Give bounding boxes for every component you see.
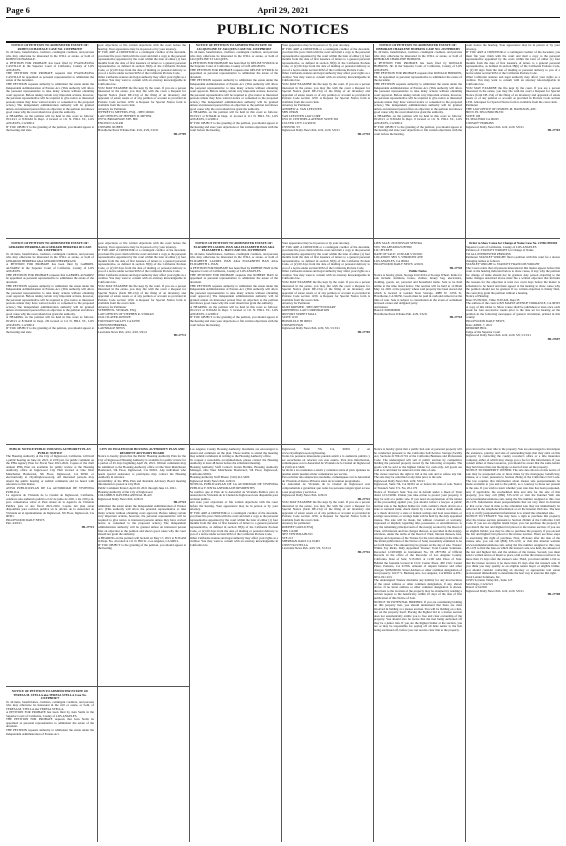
- notice-body: The Housing Authority of the City of Inglewood, California, will hold a public hearing on June 22, 2021, at 2:00 p.m. for public comment on the PHA Agency Plan for Fiscal Year 2021-2022. Copies of the draft Annual PHA Plan are available for public review at the Housing Authority office in Inglewood City Hall located at One West Manchester Boulevard, 5th Floor, Inglewood, CA 90301 or electronically at cityofinglewood.org. All interested persons may attend the public hearing or submit comments and be heard with reference to this matter. AVISO PUBLICO/PLAN DE LA AUTORIDAD DE VIVIENDA PUBLICA La Agencia de Vivienda de la Ciudad de Inglewood, California, celebrara una audiencia publica el 22 de junio de 2021 a las 2:00 p.m. para comentarios sobre el Plan Anual de la Agencia de Vivienda Publica para el ano fiscal 2021-2022. Copias del plan estan disponibles para revision publica en la oficina de la Autoridad de Vivienda en el Ayuntamiento de Inglewood, 5th Floor, Inglewood, CA 90301. INGLEWOOD DAILY NEWS Pub. 4/29/21: [6, 454, 94, 526]
- notice-body: Notice is hereby given that the Public Housing Authority Plan for the City of Inglewood Housing Authority is available for public review for a period of 45 days beginning April 29, 2021. Written comments may be submitted to the Housing Authority office at One West Manchester Boulevard, 5th Floor, Inglewood, CA 90301. Any individual who needs special assistance to participate may contact the Housing Authority in advance. Availability of the PHA Plan and Resident Advisory Board meeting information is posted at City Hall. Public Comment Period: April 29, 2021 through June 12, 2021. Housing Authority of the City of Inglewood COLUMBUS DAY/PHA ANNUAL PLAN Inglewood Daily News Pub. 4/29/21: [98, 454, 186, 501]
- legal-notice: [466, 448, 560, 842]
- notice-ref: HI-27716: [357, 549, 370, 554]
- notice-body: To all heirs, beneficiaries, creditors, contingent creditors, and persons who may otherwise be interested in the WILL or estate, or both of GERARDO HERRERA AKA GERARD HERRERA III. A PETITION FOR PROBATE has been filed by GABRIEL ALVAREZ in the Superior Court of California, County of LOS ANGELES. THE PETITION FOR PROBATE requests that GABRIEL ALVAREZ be appointed as personal representative to administer the estate of the decedent. THE PETITION requests authority to administer the estate under the Independent Administration of Estates Act. (This authority will allow the personal representative to take many actions without obtaining court approval. Before taking certain very important actions, however, the personal representative will be required to give notice to interested persons unless they have waived notice or consented to the proposed action.) The independent administration authority will be granted unless an interested person files an objection to the petition and shows good cause why the court should not grant the authority. A HEARING on the petition will be held in this court as follows: 05/20/21 at 8:30AM in Dept. 2D located at 111 N. HILL ST., LOS ANGELES, CA 90012 IF YOU OBJECT to the granting of the petition, you should appear at the hearing and state: [6, 251, 94, 334]
- legal-notice: [190, 448, 278, 842]
- column-divider: [281, 44, 282, 842]
- legal-notice: [6, 448, 94, 684]
- notice-body: Inglewood, Suite 7th, CA 90301 on or before the date of sale. Notice of Trustee's Sale: T.S. No. 20-1176 Notice of Trustee's Sale: You are in default under a Deed of Trust dated 12/12/2006. Unless you take action to protect your property, it may be sold at a public sale. If you need an explanation of the nature of the proceeding against you, you should contact a lawyer. A public auction sale to the highest bidder for cash, cashier's check drawn on a state or national bank, check drawn by a state or federal credit union, or a check drawn by a state or federal savings and loan association, or savings association, or savings bank will be held by the duly appointed trustee. The sale will be made, but without covenant or warranty, expressed or implied, regarding title, possession, or encumbrances, to pay the remaining principal sum of the note(s) secured by the Deed of Trust, with interest and late charges thereon, as provided in the note(s), advances, under the terms of the Deed of Trust, interest thereon, fees, charges and expenses of the Trustee for the total amount (at the time of the initial publication of the Notice of Sale) reasonably estimated to be set forth below. The amount may be greater on the day of sale. Trustor: Wilma Fay Ricks. Duly Appointed Trustee: Total Lender Solutions. Recorded 12/28/2006 as Instrument No. 06 2877282 of Official Records in the office of the Recorder of Los Angeles County, California. Date of Sale: 5/13/2021 at 11:00 AM. Place of Sale: Behind the fountain located in Civic Center Plaza, 400 Civic Center Plaza, Pomona, CA 91766. Amount of unpaid balance and other charges: $188,000.00. Street Address or other common designation of real property: 10217 S. Budlong Ave, Los Angeles, CA 90044. A.P.N.: 6051-021-013. The undersigned Trustee disclaims any liability for any incorrectness of the street address or other common designation, if any, shown above. If no street address or other common designation is shown, directions to the location of the property may be obtained by sending a written request to the beneficiary within 10 days of the date of first publication of this Notice of Sale. NOTICE TO POTENTIAL BIDDERS: If you are considering bidding on this property lien, you should understand that there are risks involved in bidding at a trustee auction. You will be bidding on a lien, not on the property itself. Placing the highest bid at a trustee auction does not automatically entitle you to free and clear ownership of the property. You should also be aware that the lien being auctioned off may be a junior lien. If you are the highest bidder at the auction, you are or may be responsible for paying off all liens senior to the lien being auctioned off, before you can receive clear title to the property.: [374, 482, 462, 632]
- column-divider: [465, 44, 466, 842]
- header-rule: [6, 17, 560, 18]
- section-title: PUBLIC NOTICES: [216, 22, 350, 38]
- notice-title: NOTICE OF PETITION TO ADMINISTER ESTATE OF: RUBEN OCHAMALE CASE NO. 21STPB02947: [11, 44, 89, 51]
- notice-body: To all heirs, beneficiaries, creditors, contingent creditors, and persons who may otherwise be interested in the WILL or estate, or both of ELIZABETH LAUREL HAN AKA ELIZABETH HAN AKA ELIZABETH L. HAN. A PETITION FOR PROBATE has been filed by ROBERT HAN in the Superior Court of California, County of LOS ANGELES. THE PETITION FOR PROBATE requests that ROBERT HAN be appointed as personal representative to administer the estate of the decedent. THE PETITION requests authority to administer the estate under the Independent Administration of Estates Act. (This authority will allow the personal representative to take many actions without obtaining court approval.) The independent administration authority will be granted unless an interested person files an objection to the petition and shows good cause why the court should not grant the authority. A HEARING on the petition will be held in this court as follows: 05/21/21 at 8:30AM in Dept. 5 located at 111 N. HILL ST., LOS ANGELES, CA 90012 IF YOU OBJECT to the granting of the petition, you should appear at the hearing and state your objections or file written objections with the court before the hearing.: [190, 251, 278, 327]
- notice-title: NOTICE OF PETITION TO ADMINISTER ESTATE OF JACQUELINE ST JACQUES CASE NO. 21STPB03467: [195, 44, 273, 51]
- notice-ref: HI-27718: [449, 315, 462, 320]
- notice-body: LIEN SALE: 2016 NISSAN SENTRA VIN: 3N1AB7AP6GY287990 LIC: 8FLE835 DATE OF SALE: 10:00 AM 5/10/2021 LOCATION: 5801 S. VERMONT AVE LOS ANGELES, CA 90044 INGLEWOOD DAILY NEWS: 4/29/21: [374, 242, 424, 267]
- notice-body: Notice is hereby given, Storage Unit #104 at Storage Wheel. Items for sale include: furniture, boxes, clothes, luxury bag, electronics, clothing, goods, art, personal and household items. Sale to be held online at the time listed below. The auction will be held at 11:00am May 14, 2021 at the property where said property has been stored and which is located at Golden State Storage, 4888 W. 147th St, Hawthorne, CA 90250. Goods must be paid in cash and removed at the time of sale. Sale is subject to cancellation in the event of settlement between owner and obligated party. Auctioneer Bond #: 0000000000 Hawthorne Press Tribune Pub. 4/29, 5/6/21: [374, 272, 462, 316]
- notice-ref: HI-27697: [547, 336, 560, 341]
- page-header: [6, 4, 560, 16]
- notice-title: NOTICE OF PETITION TO ADMINISTER ESTATE OF: DEBORAH CHARLENE HOPKINS CASE NO. 21STPB03495: [376, 44, 460, 51]
- notice-title: Order to Show Cause for Change of Name Case No. 21TRCP00104: [468, 242, 558, 245]
- notice-ref: HI-27703: [547, 128, 560, 133]
- notice-ref: HI-27723: [173, 500, 186, 505]
- notice-title: PUBLIC NOTICE/PUBLIC HOUSING AUTHORITY PLAN PUBLIC NOTICE: [9, 448, 91, 455]
- notice-title: NOTICE OF PETITION TO ADMINISTER ESTATE OF TERESA M. STELLA aka TERESA STELLA Case No. 21STPB03677: [11, 690, 89, 701]
- notice-ref: HI-27709: [173, 131, 186, 136]
- legal-notice: [98, 242, 186, 442]
- notice-ref: HI-27705: [357, 329, 370, 334]
- notice-body: your objections or file written objections with the court before the hearing. Your appearance may be in person or by your attorney. IF YOU ARE A CREDITOR or a contingent creditor of the decedent, you must file your claim with the court and mail a copy to the personal representative appointed by the court within the later of either (1) four months from the date of first issuance of letters to a general personal representative, as defined in section 58(b) of the California Probate Code, or (2) 60 days from the date of mailing or personal delivery to you of a notice under section 9052 of the California Probate Code. Other California statutes and legal authority may affect your rights as a creditor. You may want to consult with an attorney knowledgeable in California law. YOU MAY EXAMINE the file kept by the court. If you are a person interested in the estate, you may file with the court a Request for Special Notice (form DE-154) of the filing of an inventory and appraisal of estate assets or of any petition or account as provided in Probate Code section 1250. A Request for Special Notice form is available from the court clerk. Attorney for Petitioner JEFFREY D. MEYERS, ESQ. - SBN 106021 LAW OFFICES OF JEFFREY D. MEYER 970 W. BROADWAY STE. 800 ENCINO CA 91436 CN954851 RUBEN Hawthorne Press Tribune Pub. 4/22, 4/29, 5/6/21: [98, 44, 186, 133]
- legal-notice: [98, 44, 186, 236]
- legal-notice: [466, 44, 560, 236]
- legal-notice: [374, 44, 462, 236]
- notice-title: NOTICE OF PETITION TO ADMINISTER ESTATE OF: ELIZABETH LAUREL HAN AKA ELIZABETH HAN AKA ELIZABETH L. HAN CASE NO. 21STPB03470: [193, 242, 275, 253]
- notice-body: To all heirs, beneficiaries, creditors, contingent creditors, and persons who may otherwise be interested in the WILL or estate, or both of DEBORAH CHARLENE HOPKINS. A PETITION FOR PROBATE has been filed by RONALD HOPKINS, JR. in the Superior Court of California, County of LOS ANGELES. THE PETITION FOR PROBATE requests that RONALD HOPKINS, JR. be appointed as personal representative to administer the estate of the decedent. THE PETITION requests authority to administer the estate under the Independent Administration of Estates Act. (This authority will allow the personal representative to take many actions without obtaining court approval. Before taking certain very important actions, however, the personal representative will be required to give notice to interested persons unless they have waived notice or consented to the proposed action.) The independent administration authority will be granted unless an interested person files an objection to the petition and shows good cause why the court should not grant the authority. A HEARING on the petition will be held in this court as follows: 05/20/21 at 8:30AM in Dept. 9 located at 111 N. HILL ST., LOS ANGELES, CA 90012 IF YOU OBJECT to the granting of the petition, you should appear at the hearing and state your objections or file written objections with the court before the hearing.: [374, 50, 462, 136]
- legal-notice: [6, 690, 94, 842]
- legal-notice: [374, 448, 462, 842]
- notice-ref: HI-27720: [449, 265, 462, 270]
- page-number: Page 6: [6, 5, 30, 15]
- notice-body: Your appearance may be in person or by your attorney. IF YOU ARE A CREDITOR or a contingent creditor of the decedent, you must file your claim with the court and mail a copy to the personal representative appointed by the court within the later of either (1) four months from the date of first issuance of letters to a general personal representative, as defined in section 58(b) of the California Probate Code, or (2) 60 days from the date of mailing or personal delivery to you of a notice under section 9052 of the California Probate Code. Other California statutes and legal authority may affect your rights as a creditor. You may want to consult with an attorney knowledgeable in California law. YOU MAY EXAMINE the file kept by the court. If you are a person interested in the estate, you may file with the court a Request for Special Notice (form DE-154) of the filing of an inventory and appraisal of estate assets or of any petition or account as provided in Probate Code section 1250. A Request for Special Notice form is available from the court clerk. Attorney for Petitioner KURT KREMER - SBN 298778 NOTARY GREENHILL LAW CORPORATION 900 FORT STREET MALL SUITE 1150 HONOLULU HI 96813 CN954970 HAN Inglewood Daily News Pub. 4/29, 5/6, 5/13/21: [282, 242, 370, 331]
- notice-body: and state your objections or file written objections with the court before the hearing. Your appearance may be in person or by your attorney. IF YOU ARE A CREDITOR or a contingent creditor of the decedent, you must file your claim with the court and mail a copy to the personal representative appointed by the court within the later of either (1) four months from the date of first issuance of letters to a general personal representative, as defined in section 58(b) of the California Probate Code, or (2) 60 days from the date of mailing or personal delivery to you of a notice under section 9052 of the California Probate Code. Other California statutes and legal authority may affect your rights as a creditor. You may want to consult with an attorney knowledgeable in California law.: [190, 500, 278, 547]
- legal-notice: [282, 448, 370, 842]
- legal-notice: [98, 448, 186, 842]
- notice-ref: HI-27710: [357, 131, 370, 136]
- notice-body: you can receive clear title to the property. You are encouraged to investigate the existence, priority, and size of outstanding liens that may exist on this property by contacting the county recorder's office or a title insurance company, either of which may charge you a fee for this information. If you consult either of these resources, you should be aware that the same lender may hold more than one mortgage or deed of trust on the property. NOTICE TO PROPERTY OWNER: The sale date shown on this notice of sale may be postponed one or more times by the mortgagee, beneficiary, trustee, or a court, pursuant to Section 2924g of the California Civil Code. The law requires that information about trustee sale postponements be made available to you and to the public, as a courtesy to those not present at the sale. If you wish to learn whether your sale date has been postponed, and, if applicable, the rescheduled time and date for the sale of this property, you may call (866) 535-1210 or visit the Internet Web site www.totallendersolutions.com, using the file number assigned to this case 20-1176. Information about postponements that are very short in duration or that occur close in time to the scheduled sale may not immediately be reflected in the telephone information or on the Internet Web site. The best way to verify postponement information is to attend the scheduled sale. NOTICE TO TENANT: You may have a right to purchase this property after the trustee auction pursuant to Section 2924m of the California Civil Code. If you are an eligible tenant buyer, you can purchase the property if you match the last and highest bid placed at the trustee auction. If you are an eligible bidder, you may be able to purchase the property if you exceed the last and highest bid placed at the trustee auction. There are three steps to exercising this right of purchase. First, 48 hours after the date of the trustee sale, you can call (866) 535-1210, or visit this internet website www.totallendersolutions.com, using the file number assigned to this case 20-1176 to find the date on which the trustee's sale was held, the amount of the last and highest bid, and the address of the trustee. Second, you must send a written notice of intent to place a bid so that the trustee receives it no more than 15 days after the trustee's sale. Third, you must submit a bid so that the trustee receives it no more than 45 days after the trustee's sale. If you think you may qualify as an eligible tenant buyer or eligible bidder, you should consider contacting an attorney or appropriate real estate professional immediately to determine the best way to exercise this right. Total Lender Solutions, Inc. 10505 Sorrento Valley Rd., Suite 125 San Diego, CA 92121 Dated: 4/14/2021 Inglewood Daily News Pub. 4/22, 4/29, 5/6/21: [466, 448, 560, 593]
- notice-body: To all heirs, beneficiaries, creditors, contingent creditors, and persons who may otherwise be interested in the WILL or estate, or both of RUBEN OCHAMALE. A PETITION FOR PROBATE has been filed by EVANGELINA CASTILLO in the Superior Court of California, County of LOS ANGELES. THE PETITION FOR PROBATE requests that EVANGELINA CASTILLO be appointed as personal representative to administer the estate of the decedent. THE PETITION requests authority to administer the estate under the Independent Administration of Estates Act. (This authority will allow the personal representative to take many actions without obtaining court approval. Before taking certain very important actions, however, the personal representative will be required to give notice to interested persons unless they have waived notice or consented to the proposed action.) The independent administration authority will be granted unless an interested person files an objection to the petition and shows good cause why the court should not grant the authority. A HEARING on the petition will be held in this court as follows: 05/14/21 at 8:30AM in Dept. 4 located at 111 N. HILL ST., LOS ANGELES, CA 90012 IF YOU OBJECT to the granting of the petition, you should appear at the hearing and state: [6, 50, 94, 133]
- legal-notice: [282, 242, 370, 442]
- column-divider: [189, 44, 190, 842]
- banner-rule: [6, 41, 560, 43]
- notice-body: Los Angeles County Housing Authority. Residents are encouraged to attend and comment on the plan. Those unable to attend the meeting may submit comments in writing to the Housing Authority office. To request a reasonable accommodation, please contact the Housing Authority at least 48 hours before the scheduled meeting. Housing Authority Staff Contact: Karen Hollins, Housing Authority Manager, One West Manchester Boulevard, 5th Floor, Inglewood, California 90301. Housing Authority Staff Phone: (310) 412-5400 Inglewood Daily News Pub. 4/29/21 NOTICIA PUBLICA/PLAN DE LA AUTORIDAD DE VIVIENDA PUBLICA Y JUNTA ASESORA DE RESIDENTES Se notifica que el Plan de la Autoridad de Vivienda Publica para la Autoridad de Vivienda de la Ciudad de Inglewood esta disponible para revision publica.: [190, 448, 278, 501]
- legal-notice: [374, 242, 462, 442]
- legal-notice: [282, 44, 370, 236]
- legal-notice: [466, 242, 560, 442]
- column-divider: [97, 44, 98, 842]
- notice-body: court before the hearing. Your appearance may be in person or by your attorney. IF YOU ARE A CREDITOR or a contingent creditor of the decedent, you must file your claim with the court and mail a copy to the personal representative appointed by the court within the later of either (1) four months from the date of first issuance of letters to a general personal representative, as defined in section 58(b) of the California Probate Code, or (2) 60 days from the date of mailing or personal delivery to you of a notice under section 9052 of the California Probate Code. Other California statutes and legal authority may affect your rights as a creditor. You may want to consult with an attorney knowledgeable in California law. YOU MAY EXAMINE the file kept by the court. If you are a person interested in the estate, you may file with the court a Request for Special Notice (form DE-154) of the filing of an inventory and appraisal of estate assets or of any petition or account as provided in Probate Code section 1250. A Request for Special Notice form is available from the court clerk. Petitioner THE LAW OFFICE OF LEMUEL M. BANKSON, APC 800 N. EL SEGUNDO BLVD SUITE 106 EL SEGUNDO CA 90245 CN954977 HOPKINS Inglewood Daily News Pub. 4/22, 4/29, 5/6/21: [466, 44, 560, 129]
- legal-notice: [6, 242, 94, 442]
- legal-notice: [190, 44, 278, 236]
- notice-body: Superior Court of California, County of LOS ANGELES Petition of: STANLEY WRIGHT for Change of Name TO ALL INTERESTED PERSONS: Petitioner STANLEY WRIGHT filed a petition with this court for a decree changing names as follows: STANLEY WRIGHT to STANLEY FRANCOIS WRIGHT The Court orders that all persons interested in this matter appear before this court at the hearing indicated below to show cause, if any, why the petition for change of name should not be granted. Any person objecting to the name changes described above must file a written objection that includes the reasons for the objection at least two court days before the matter is scheduled to be heard and must appear at the hearing to show cause why the petition should not be granted. If no written objection is timely filed, the court may grant the petition without a hearing. Notice of Hearing: Date: 05/28/2021, Time: 8:30 AM, Dept: B The address of the court is 825 MAPLE AVENUE TORRANCE, CA 90503 A copy of this Order to Show Cause shall be published at least once each week for four successive weeks prior to the date set for hearing on the petition in the following newspaper of general circulation, printed in this county: INGLEWOOD DAILY NEWS Date: APRIL 7, 2021 DEIRDRE HILL Judge of the Superior Court Inglewood Daily News Pub. 4/22, 4/29, 5/6, 5/13/21: [466, 244, 560, 338]
- row-divider: [6, 238, 560, 239]
- notice-ref: HI-27721: [81, 525, 94, 530]
- issue-date: April 29, 2021: [257, 5, 309, 15]
- legal-notice: [6, 44, 94, 236]
- notice-body: Your appearance may be in person or by your attorney. IF YOU ARE A CREDITOR or a contingent creditor of the decedent, you must file your claim with the court and mail a copy to the personal representative appointed by the court within the later of either (1) four months from the date of first issuance of letters to a general personal representative, as defined in section 58(b) of the California Probate Code, or (2) 60 days from the date of mailing or personal delivery to you of a notice under section 9052 of the California Probate Code. Other California statutes and legal authority may affect your rights as a creditor. You may want to consult with an attorney knowledgeable in California law. YOU MAY EXAMINE the file kept by the court. If you are a person interested in the estate, you may file with the court a Request for Special Notice (form DE-154) of the filing of an inventory and appraisal of estate assets or of any petition or account as provided in Probate Code section 1250. A Request for Special Notice form is available from the court clerk. Attorney for Petitioner ANDREW A. VAN LEEUWEN SBN 183629 VAN LEEUWEN LAW CORP 6701 W. CENTINELA AVENUE SUITE 302 CULVER CITY CA 90230 CN955591 ST Inglewood Daily News Pub. 4/22, 4/29, 5/6/21: [282, 44, 370, 133]
- notice-body: YOU MAY EXAMINE the file kept by the court. If you are a person interested in the estate, you may file with the court a Request for Special Notice (form DE-154) of the filing of an inventory and appraisal of estate assets or of any petition or account as provided in Probate Code section 1250. A Request for Special Notice form is available from the court clerk. Attorney for petitioner: RODNEY GOULD ESQ SBN 112290 5857 VENTURA BLVD STE 213 SHERMAN OAKS CA 91403 CN957744 STELLA Lawndale News Pub. 4/29, 5/6, 5/13/21: [282, 500, 370, 551]
- notice-body: Inglewood, Suite 7th, CA, 90301 y en www.cityofinglewood.org/housing. Todas las personas interesadas pueden asistir a la audiencia publica y ser escuchadas en relacion con este asunto. Para mas informacion, comuniquese con la Autoridad de Vivienda de la Ciudad de Inglewood al (310) 412-5400. Se invita a los residentes a asistir y comentar sobre el plan. Quienes no puedan asistir pueden enviar comentarios por escrito. Para solicitar una adaptacion razonable, comuniquese con la Autoridad de Vivienda al menos 48 horas antes de la reunion programada. La Autoridad de Vivienda de la Ciudad de Inglewood esta comprometida a garantizar que todas las personas tengan igual acceso a sus programas y servicios. Inglewood Daily News Pub. 4/29/21: [282, 448, 370, 498]
- notice-ref: HI-27722: [357, 496, 370, 501]
- notice-ref: HI-27708: [547, 592, 560, 597]
- notice-ref: HI-27711: [173, 333, 186, 338]
- row-divider: [6, 444, 373, 445]
- notice-title: CITY OF INGLEWOOD HOUSING AUTHORITY PLAN AND RESIDENT ADVISORY BOARD: [99, 448, 185, 455]
- notice-body: To all heirs, beneficiaries, creditors, contingent creditors, and persons who may otherwise be interested in the will or estate, or both, of TERESA M. STELLA aka TERESA STELLA. A PETITION FOR PROBATE has been filed by Jean Stella in the Superior Court of California, County of LOS ANGELES. THE PETITION FOR PROBATE requests that Jean Stella be appointed as personal representative to administer the estate of the decedent. THE PETITION requests authority to administer the estate under the Independent Administration of Estates Act.: [6, 699, 94, 736]
- legal-notice: [190, 242, 278, 442]
- notice-title: NOTICE OF PETITION TO ADMINISTER ESTATE OF: GERARDO HERRERA AKA GERARD HERRERA III CASE NO. 21STPB03171: [8, 242, 92, 253]
- notice-title: Public Notice: [409, 269, 427, 274]
- notice-body: administer the estate under the Independent Administration of Estates Act. (This authority will allow the personal representative to take many actions without obtaining court approval. Before taking certain very important actions, however, the personal representative will be required to give notice to interested persons unless they have waived notice or consented to the proposed action.) The independent administration authority will be granted unless an interested person files an objection to the petition and shows good cause why the court should not grant the authority. A HEARING on the petition will be held on May 17, 2021 at 8:30 AM in Dept. No. 4 located at 111 N. Hill St., Los Angeles, CA 90012. IF YOU OBJECT to the granting of the petition, you should appear at the hearing: [98, 503, 186, 551]
- notice-body: To all heirs, beneficiaries, creditors, contingent creditors, and persons who may otherwise be interested in the WILL or estate, or both of JACQUELINE ST JACQUES. A PETITION FOR PROBATE has been filed by DELISE WYRICK in the Superior Court of California, County of LOS ANGELES. THE PETITION FOR PROBATE requests that DELISE WYRICK be appointed as personal representative to administer the estate of the decedent. THE PETITION requests authority to administer the estate under the Independent Administration of Estates Act. (This authority will allow the personal representative to take many actions without obtaining court approval. Before taking certain very important actions, however, the personal representative will be required to give notice to interested persons unless they have waived notice or consented to the proposed action.) The independent administration authority will be granted unless an interested person files an objection to the petition and shows good cause why the court should not grant the authority. A HEARING on the petition will be held in this court as follows: 05/19/21 at 8:30AM in Dept. 11 located at 111 N. HILL ST., LOS ANGELES, CA 90012 IF YOU OBJECT to the granting of the petition, you should appear at the hearing and state your objections or file written objections with the court before the hearing.: [190, 50, 278, 133]
- column-divider: [373, 44, 374, 842]
- notice-body: your objections or file written objections with the court before the hearing. Your appearance may be in person or by your attorney. IF YOU ARE A CREDITOR or a contingent creditor of the decedent, you must file your claim with the court and mail a copy to the personal representative appointed by the court within the later of either (1) four months from the date of first issuance of letters to a general personal representative, as defined in section 58(b) of the California Probate Code, or (2) 60 days from the date of mailing or personal delivery to you of a notice under section 9052 of the California Probate Code. Other California statutes and legal authority may affect your rights as a creditor. You may want to consult with an attorney knowledgeable in California law. YOU MAY EXAMINE the file kept by the court. If you are a person interested in the estate, you may file with the court a Request for Special Notice (form DE-154) of the filing of an inventory and appraisal of estate assets or of any petition or account as provided in Probate Code section 1250. A Request for Special Notice form is available from the court clerk. Attorney for Petitioner STEPHEN R. STORAN, ESQ. LAW OFFICES OF STEPHEN R. STORAN 10221 SLATER AVENUE FOUNTAIN VALLEY CA 92708 CN955768 HERRERA LAWNDALE NEWS Lawndale News Pub. 4/22, 4/29, 5/6/21: [98, 242, 186, 334]
- notice-body: Notice is hereby given that a public lien sale of personal property will be conducted pursuant to the California Self-Service Storage Facility Act, Sections 21700-21716 of the California Business and Professions Code. The undersigned will sell at public auction by competitive bidding the personal property stored by the following occupants. The goods will be sold to the highest bidder for cash only. All goods are sold as is and must be removed at the time of sale. The owner reserves the right to bid at the sale and to refuse any bid. The sale may be cancelled at any time prior to the sale. Inglewood Daily News Pub. 4/29, 5/6/21: [374, 448, 462, 483]
